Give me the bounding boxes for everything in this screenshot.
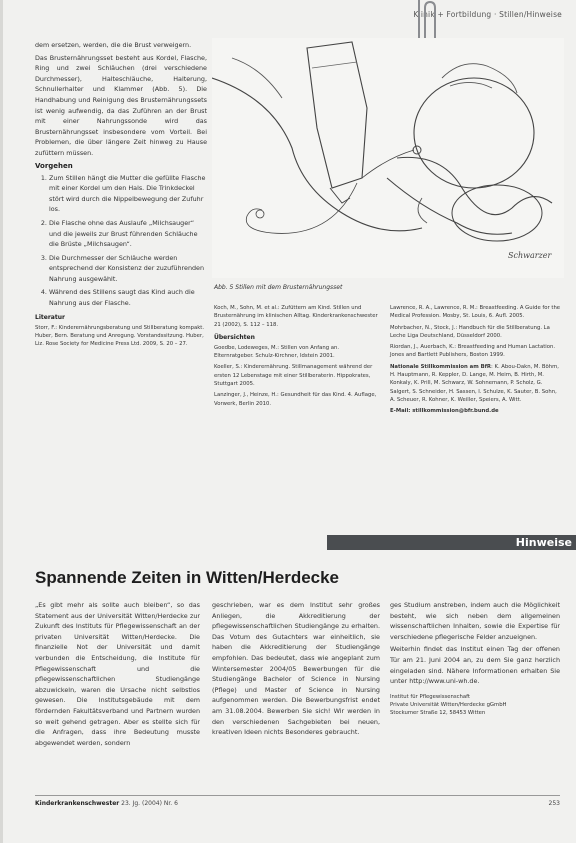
article-col-3-open-day	[390, 644, 560, 686]
article-col-3	[390, 600, 560, 718]
middle-column	[214, 304, 380, 411]
reference-riordan: Riordan, J., Auerbach, K.: Breastfeeding and Human Lactation. Jones and Bartlett Publishers, Boston 1999.	[390, 344, 556, 359]
breastfeeding-illustration	[212, 38, 564, 278]
article-col-1: „Es gibt mehr als sollte auch bleiben“, so das Statement aus der Universität Witten/Herdecke zur Zukunft des Instituts für Pflegewissenschaft an der privaten Universität Witten/Herdecke. Die finanzielle Not der Universität und damit verbunden die Entscheidung, die Institute für Pflegewissenschaft und die pflegewissenschaftlichen Studiengänge abzuwickeln, waren die Ursache nicht selbstlos gewesen. Die Institutsgebäude mit dem fördernden Fakultätsverband und Partnern wurden so weit gehend getragen. Aber es stellte sich für die Anfragen, dass ihre Bedeutung musste abgewendet werden, sondern	[35, 601, 200, 747]
article-col-3-text: ges Studium anstreben, indem auch die Möglichkeit besteht, wie sich neben dem allgemeinen wissenschaftlichen Inhalten, sowie die Expertise für verschiedene pflegerische Felder anzueignen.	[390, 601, 560, 641]
running-head: Klinik + Fortbildung · Stillen/Hinweise	[413, 10, 562, 19]
overview-heading: Übersichten	[214, 333, 255, 341]
commission-heading: Nationale Stillkommission am BfR	[390, 363, 491, 370]
procedure-steps	[35, 173, 207, 309]
procedure-step: 4. Während des Stillens saugt das Kind auch die Nahrung aus der Flasche.	[49, 287, 207, 308]
procedure-step: 2. Die Flasche ohne das Auslaufe „Milchsauger“ und die jeweils zur Brust führenden Schläuche die Brüste „Milchsaugen“.	[49, 218, 207, 250]
article-col-2: geschrieben, war es dem Institut sehr großes Anliegen, die Akkreditierung der pflegewissenschaftlichen Studiengänge zu erhalten. Das Votum des Gutachters war einheitlich, sie haben die Akkreditierung der Studiengänge empfohlen. Das bedeutet, dass wie angeplant zum Wintersemester 2004/05 Bewerbungen für die Studiengänge Bachelor of Science in Nursing (Pflege) und Master of Science in Nursing aufgenommen werden. Die Bewerbungsfrist endet am 31.08.2004. Bewerben Sie sich! Wir werden in den verschiedenen Sachgebieten bei neuen, kreativen Ideen nichts Besonderes gebraucht.	[212, 601, 380, 737]
figure-caption: Abb. 5 Stillen mit dem Brusternährungsset	[214, 284, 343, 291]
footer-journal	[35, 800, 178, 807]
article-title: Spannende Zeiten in Witten/Herdecke	[35, 568, 340, 587]
overview-ref-3: Lanzinger, J., Heinze, H.: Gesundheit für das Kind. 4. Auflage, Vorwerk, Berlin 2010.	[214, 392, 377, 407]
left-description: Das Brusternährungsset besteht aus Kordel, Flasche, Ring und zwei Schläuchen (drei verschiedene Durchmesser), Halteschläuche, Halterung, Schnullerhalter und Klammer (Abb. 5). Die Handhabung und Reinigung des Brusternährungssets ist wenig aufwendig, da das Zuführen an der Brust mit einer Nahrungssonde wird das Brusternährungsset insbesondere vom Vorteil. Bei Problemen, die über längere Zeit hinweg zu Hause zufüttern müssen.	[35, 53, 207, 157]
journal-name: Kinderkrankenschwester	[35, 800, 120, 807]
procedure-step: 3. Die Durchmesser der Schläuche werden entsprechend der Konsistenz der zuzuführenden Nahrung ausgewählt.	[49, 253, 207, 285]
reference-koch: Koch, M., Sohn, M. et al.: Zufüttern am Kind. Stillen und Brusternährung im klinischen Alltag. Kinderkrankenschwester 21 (2002), S. 112 – 118.	[214, 305, 378, 328]
overview-ref-1: Goedbe, Lodeweges, M.: Stillen von Anfang an. Elternratgeber. Schulz-Kirchner, Idstein 2001.	[214, 344, 340, 360]
contact-address: Institut für Pflegewissenschaft Private Universität Witten/Herdecke gGmbH Stockumer Straße 12, 58453 Witten	[390, 693, 507, 717]
footer-divider	[35, 795, 560, 796]
procedure-step: 1. Zum Stillen hängt die Mutter die gefüllte Flasche mit einer Kordel um den Hals. Die Trinkdeckel stört wird durch die Nippelbewegung der Zufuhr los.	[49, 173, 207, 215]
page-edge-shadow	[0, 0, 3, 843]
commission-members: : K. Abou-Dakn, M. Böhm, H. Hauptmann, R. Keppler, D. Lange, M. Heim, B. Hirth, M. Konkaly, K. Prill, M. Schwarz, W. Sohnemann, P. Scholz, G. Salgert, S. Schneider, H. Sassen, I. Schulze, K. Sauter, B. Sohn, A. Scheuer, R. Kohner, K. Weiller, Speiers, A. Witt.	[390, 363, 559, 403]
section-bar-hinweise: Hinweise	[327, 535, 576, 550]
literature-heading: Literatur	[35, 313, 65, 321]
left-intro: dem ersetzen, werden, die die Brust verweigern.	[35, 41, 192, 49]
institute-link[interactable]: http://www.uni-wh.de.	[409, 677, 480, 686]
right-column	[390, 304, 562, 419]
left-column	[35, 40, 207, 349]
commission-block	[390, 363, 562, 404]
open-day-text: Weiterhin findet das Institut einen Tag der offenen Tür am 21. Juni 2004 an, zu dem Sie ganz herzlich eingeladen sind. Nähere Informationen erhalten Sie unter	[390, 645, 560, 686]
literature-text: Storr, F.: Kinderernährungsberatung und Stillberatung kompakt. Huber, Bern. Beratung und Anregung. Vorstandssitzung. Huber, Liz. Rose Society for Medicine Press Ltd. 2009, S. 20 – 27.	[35, 324, 205, 348]
page-number: 253	[548, 800, 560, 807]
overview-ref-2: Koeller, S.: Kinderernährung. Stillmanagement während der ersten 12 Lebenstage mit einer Stillberaterin. Hippokrates, Stuttgart 2005.	[214, 364, 373, 388]
reference-mohrbacher: Mohrbacher, N., Stock, J.: Handbuch für die Stillberatung. La Leche Liga Deutschland, Düsseldorf 2000.	[390, 324, 550, 339]
journal-issue: 23. Jg. (2004) Nr. 6	[121, 800, 178, 807]
reference-lawrence: Lawrence, R. A., Lawrence, R. M.: Breastfeeding. A Guide for the Medical Profession. Mosby, St. Louis, 6. Aufl. 2005.	[390, 305, 561, 320]
email-address[interactable]: E-Mail: stillkommission@bfr.bund.de	[390, 408, 499, 415]
svg-text:Schwarzer: Schwarzer	[508, 251, 552, 260]
procedure-heading: Vorgehen	[35, 161, 73, 170]
